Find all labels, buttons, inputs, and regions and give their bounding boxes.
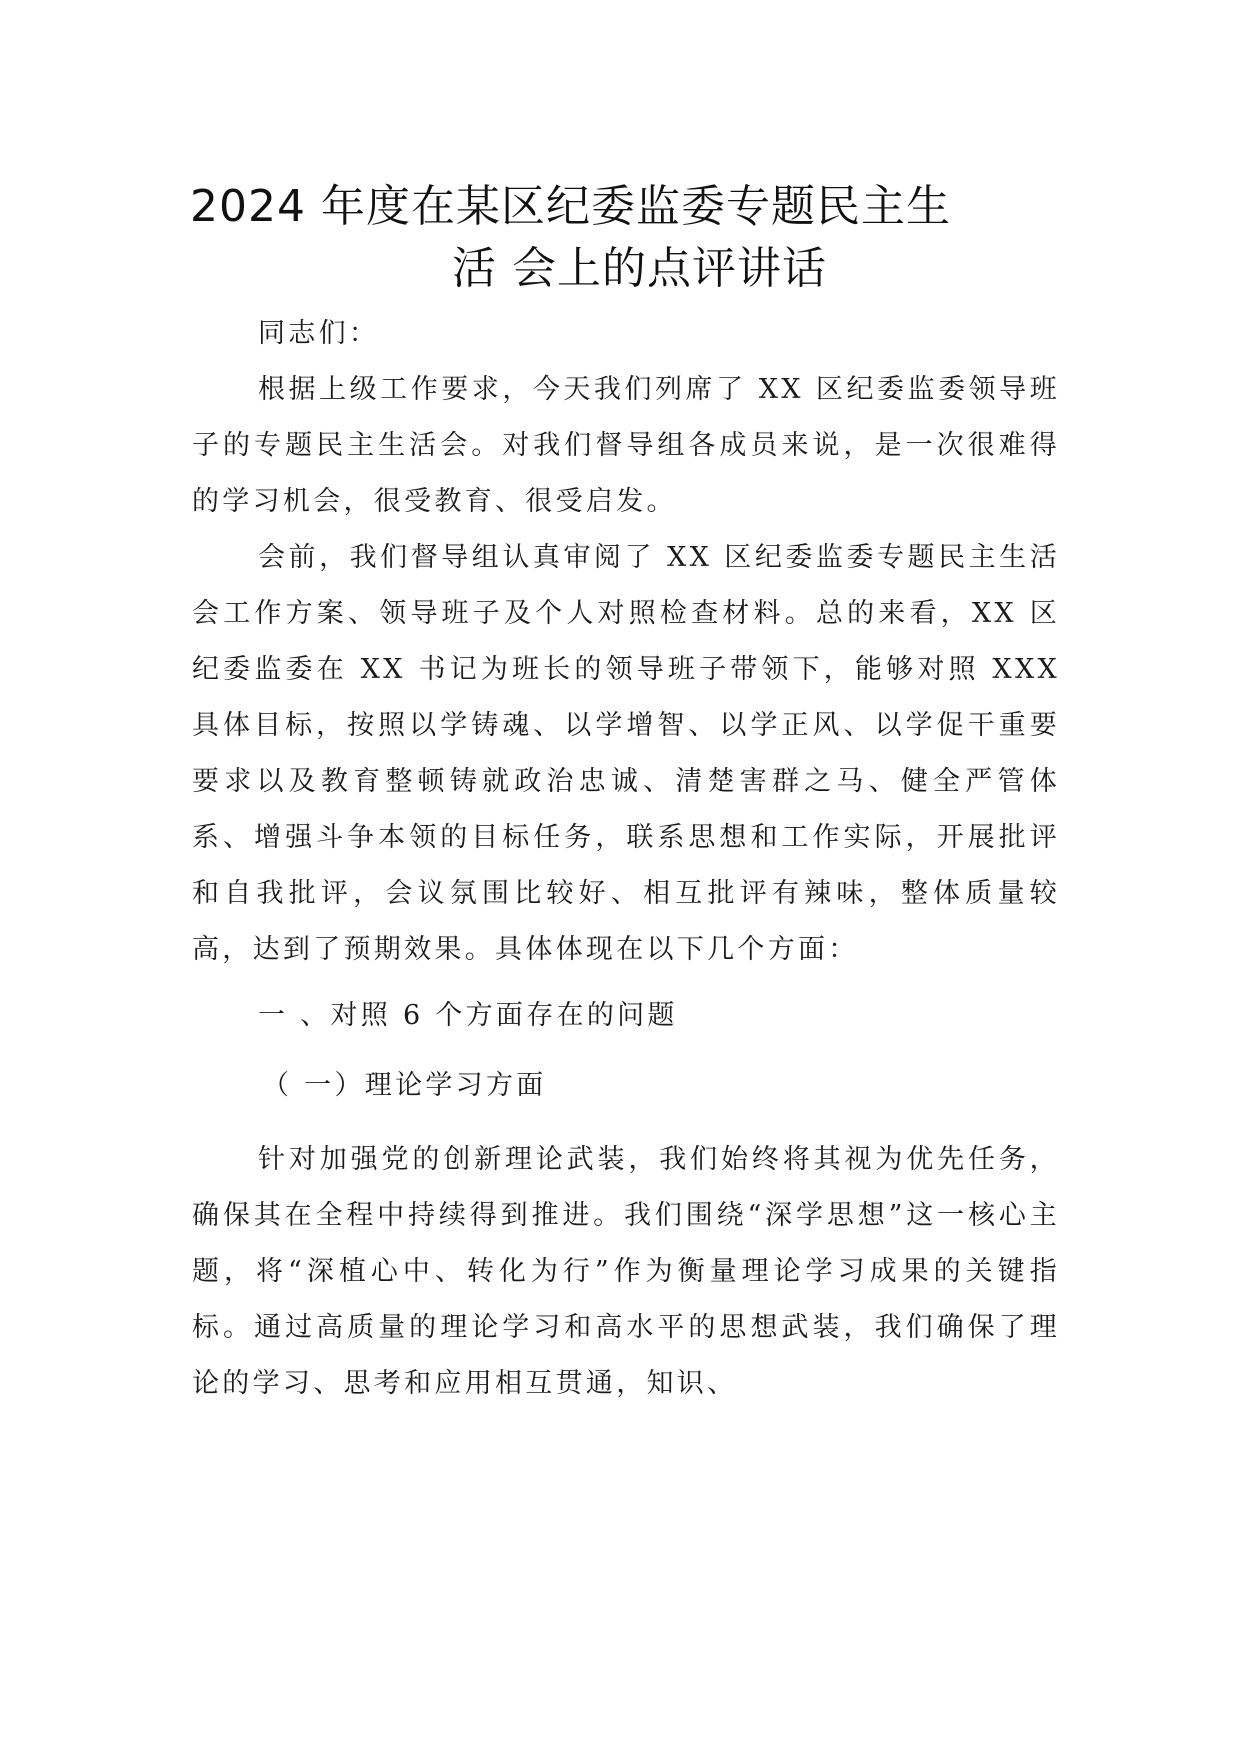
title-line-2: 活 会上的点评讲话 xyxy=(452,243,827,294)
paragraph-intro: 根据上级工作要求，今天我们列席了 XX 区纪委监委领导班子的专题民主生活会。对我们督导组各成员来说，是一次很难得的学习机会，很受教育、很受启发。 xyxy=(192,374,1060,517)
paragraph-theory-study: 针对加强党的创新理论武装，我们始终将其视为优先任务，确保其在全程中持续得到推进。我们围绕“深学思想”这一核心主题，将“深植心中、转化为行”作为衡量理论学习成果的关键指标。通过高质量的理论学习和高水平的思想武装，我们确保了理论的学习、思考和应用相互贯通，知识、 xyxy=(192,1144,1060,1399)
subsection-heading: （ 一）理论学习方面 xyxy=(262,1070,547,1101)
document-title xyxy=(190,176,1090,300)
salutation: 同志们： xyxy=(258,318,380,349)
section-heading: 一 、对照 6 个方面存在的问题 xyxy=(258,1000,678,1031)
document-body xyxy=(192,306,1060,1412)
title-line-1: 2024 年度在某区纪委监委专题民主生 xyxy=(190,181,951,232)
paragraph-overview: 会前，我们督导组认真审阅了 XX 区纪委监委专题民主生活会工作方案、领导班子及个人对照检查材料。总的来看，XX 区纪委监委在 XX 书记为班长的领导班子带领下，能够对照 XXX 具体目标，按照以学铸魂、以学增智、以学正风、以学促干重要要求以及教育整顿铸就政治忠诚、清楚害群之马、健全严管体系、增强斗争本领的目标任务，联系思想和工作实际，开展批评和自我批评，会议氛围比较好、相互批评有辣味，整体质量较高，达到了预期效果。具体体现在以下几个方面： xyxy=(192,542,1060,965)
